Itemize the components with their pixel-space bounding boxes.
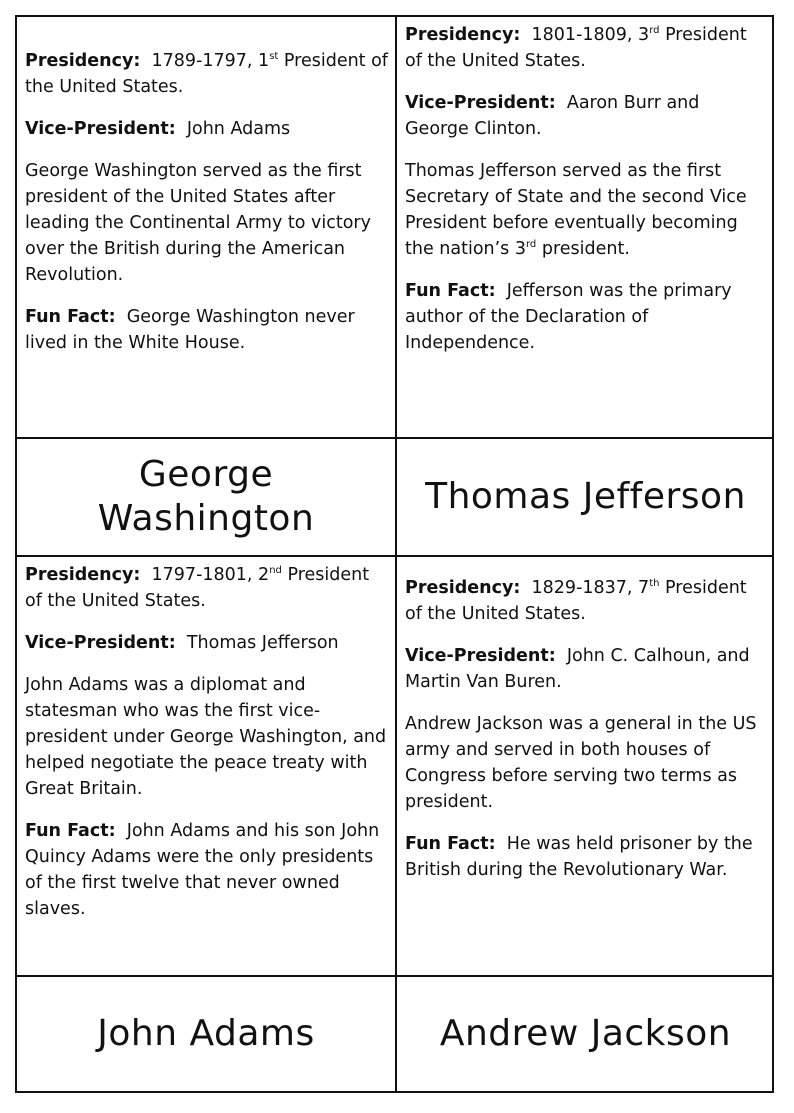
presidency-label: Presidency <box>25 51 134 71</box>
president-name-line2: Washington <box>97 498 315 539</box>
fun-fact-line: Fun Fact: John Adams and his son John Quincy Adams were the only presidents of the first twelve that never owned slaves. <box>25 821 380 919</box>
president-name: Thomas Jefferson <box>425 476 746 517</box>
fun-fact-value: Jefferson was the primary author of the Declaration of Independence. <box>405 281 732 353</box>
bio-text: Andrew Jackson was a general in the US army and served in both houses of Congress before serving two terms as president. <box>405 714 757 812</box>
vice-president-line: Vice-President: Aaron Burr and George Clinton. <box>405 93 700 139</box>
presidency-suffix: President of the United States. <box>25 51 388 97</box>
bio-text: John Adams was a diplomat and statesman who was the first vice-president under George Washington, and helped negotiate the peace treaty with Great Britain. <box>25 675 387 799</box>
presidency-suffix: President of the United States. <box>25 565 370 611</box>
info-card-adams <box>17 557 395 975</box>
presidency-suffix: President of the United States. <box>405 25 747 71</box>
vice-president-label: Vice-President <box>405 646 549 666</box>
info-card-jefferson <box>397 17 774 437</box>
presidency-years: 1801-1809, 3 <box>531 25 650 45</box>
vice-president-value: John C. Calhoun, and Martin Van Buren. <box>405 646 750 692</box>
fun-fact-value: John Adams and his son John Quincy Adams were the only presidents of the first twelve that never owned slaves. <box>25 821 380 919</box>
vice-president-label: Vice-President <box>25 119 169 139</box>
president-name: John Adams <box>97 1013 315 1054</box>
fun-fact-line: Fun Fact: He was held prisoner by the British during the Revolutionary War. <box>405 834 753 880</box>
presidency-label: Presidency <box>25 565 134 585</box>
presidency-suffix: President of the United States. <box>405 578 747 624</box>
bio-text <box>405 158 768 262</box>
presidency-ordinal: th <box>649 578 660 589</box>
president-name-line1: George <box>138 454 274 495</box>
fun-fact-line: Fun Fact: George Washington never lived in the White House. <box>25 307 355 353</box>
presidency-ordinal: st <box>269 51 279 62</box>
name-card-washington <box>17 439 395 555</box>
presidency-label: Presidency <box>405 578 514 598</box>
vice-president-line: Vice-President: Thomas Jefferson <box>25 633 339 653</box>
vice-president-value: John Adams <box>186 119 291 139</box>
fun-fact-label: Fun Fact <box>405 281 489 301</box>
fun-fact-label: Fun Fact <box>25 307 109 327</box>
vice-president-line: Vice-President: John Adams <box>25 119 291 139</box>
name-card-jefferson <box>397 439 774 555</box>
bio-ordinal: rd <box>526 239 537 250</box>
bio-text-end: president. <box>541 239 630 259</box>
fun-fact-line: Fun Fact: Jefferson was the primary author of the Declaration of Independence. <box>405 281 732 353</box>
presidency-years: 1797-1801, 2 <box>151 565 270 585</box>
presidency-line: Presidency: 1789-1797, 1st President of the United States. <box>25 51 388 97</box>
vice-president-line: Vice-President: John C. Calhoun, and Martin Van Buren. <box>405 646 750 692</box>
presidency-line: Presidency: 1829-1837, 7th President of the United States. <box>405 578 747 624</box>
presidency-line: Presidency: 1801-1809, 3rd President of the United States. <box>405 25 747 71</box>
vice-president-label: Vice-President <box>25 633 169 653</box>
presidency-label: Presidency <box>405 25 514 45</box>
fun-fact-label: Fun Fact <box>25 821 109 841</box>
fun-fact-label: Fun Fact <box>405 834 489 854</box>
presidency-years: 1829-1837, 7 <box>531 578 650 598</box>
vice-president-value: Aaron Burr and George Clinton. <box>405 93 700 139</box>
fun-fact-value: George Washington never lived in the White House. <box>25 307 355 353</box>
info-card-jackson <box>397 557 774 975</box>
flashcard-sheet <box>15 15 774 1093</box>
fun-fact-value: He was held prisoner by the British during the Revolutionary War. <box>405 834 753 880</box>
name-card-jackson <box>397 977 774 1091</box>
name-card-adams <box>17 977 395 1091</box>
presidency-years: 1789-1797, 1 <box>151 51 270 71</box>
info-card-washington <box>17 17 395 437</box>
president-name: Andrew Jackson <box>439 1013 732 1054</box>
presidency-ordinal: nd <box>269 565 282 576</box>
presidency-ordinal: rd <box>649 25 660 36</box>
vice-president-value: Thomas Jefferson <box>186 633 339 653</box>
presidency-line: Presidency: 1797-1801, 2nd President of the United States. <box>25 565 370 611</box>
bio-text: George Washington served as the first president of the United States after leading the Continental Army to victory over the British during the American Revolution. <box>25 161 371 285</box>
bio-text-start: Thomas Jefferson served as the first Secretary of State and the second Vice President before eventually becoming the nation’s 3 <box>405 161 747 259</box>
vice-president-label: Vice-President <box>405 93 549 113</box>
